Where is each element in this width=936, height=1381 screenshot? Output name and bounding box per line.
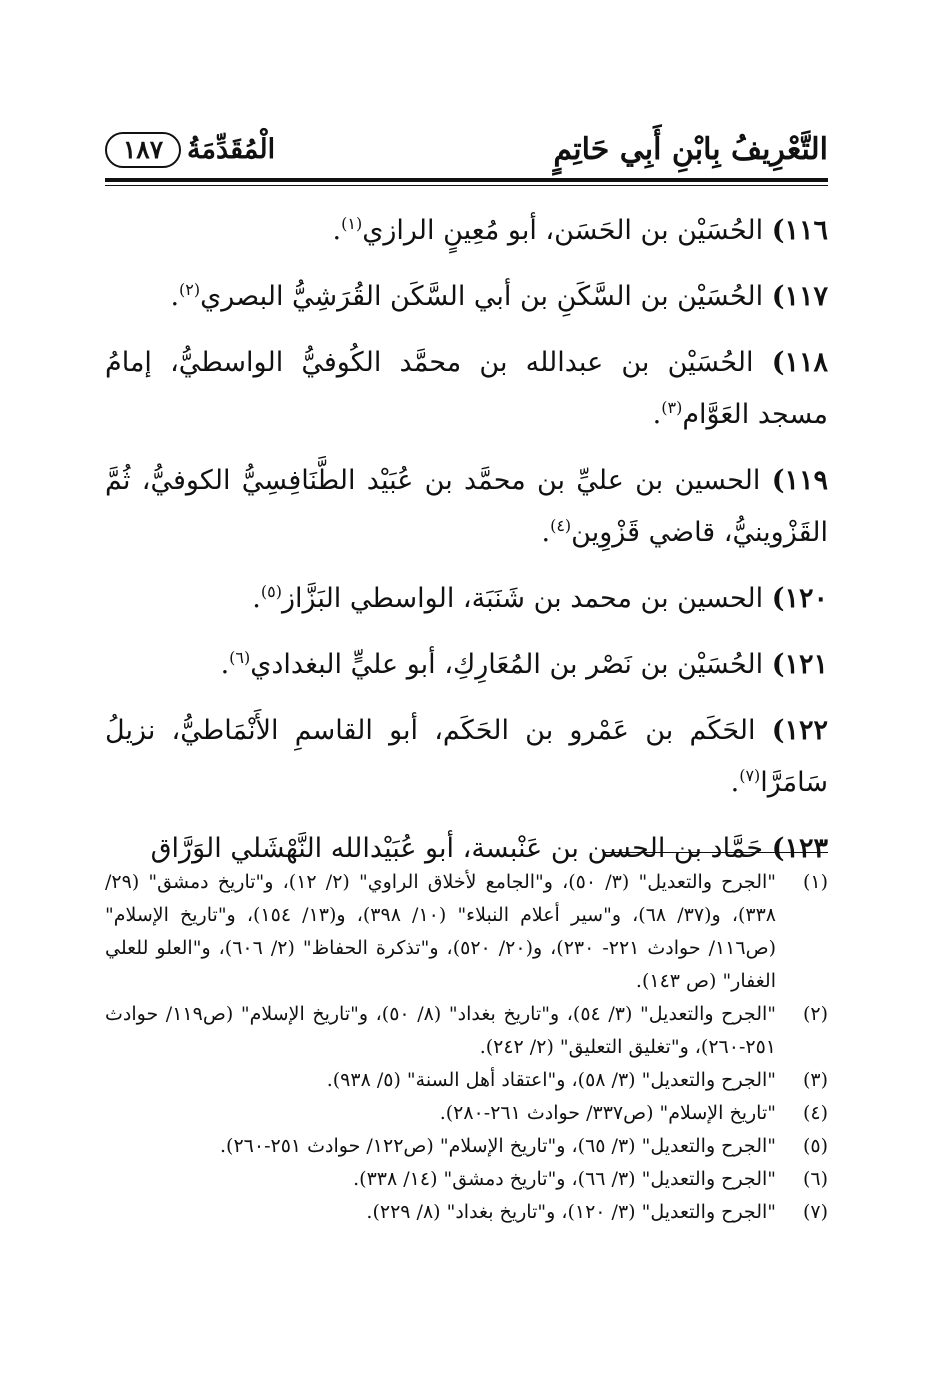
footnote-text: "الجرح والتعديل" (٣/ ٥٨)، و"اعتقاد أهل السنة" (٥/ ٩٣٨). — [326, 1069, 776, 1091]
footnote-label: (٢) — [802, 1003, 828, 1025]
footnote-text: "الجرح والتعديل" (٣/ ٥٠)، و"الجامع لأخلاق الراوي" (٢/ ١٢)، و"تاريخ دمشق" (٢٩/ ٣٣٨)، و(٣٧/ ٦٨)، و"سير أعلام النبلاء" (١٠/ ٣٩٨)، و(١٣/ ١٥٤)، و"تاريخ الإسلام" (ص١١٦/ حوادث ٢٢١- ٢٣٠)، و(٢٠/ ٥٢٠)، و"تذكرة الحفاظ" (٢/ ٦٠٦)، و"العلو للعلي الغفار" (ص ١٤٣). — [105, 871, 776, 992]
footnote-marker[interactable]: (١) — [341, 214, 363, 233]
footnote-marker[interactable]: (٤) — [550, 516, 572, 535]
entry-number: ١٢١) — [771, 649, 828, 680]
entry-116: ١١٦) الحُسَيْن بن الحَسَن، أبو مُعِينٍ الرازي$^{(١)}$. — [332, 214, 828, 246]
entry-122: ١٢٢) الحَكَم بن عَمْرو بن الحَكَم، أبو القاسمِ الأَنْمَاطيُّ، نزيلُ سَامَرَّا$^{(٧)}$. — [105, 715, 828, 798]
header-rule-thin — [105, 185, 828, 186]
entry-number: ١١٨) — [771, 347, 828, 378]
footnote-marker[interactable]: (٧) — [739, 766, 761, 785]
footnote-label: (٣) — [802, 1069, 828, 1091]
entry-119: ١١٩) الحسين بن عليِّ بن محمَّد بن عُبَيْد الطَّنَافِسِيُّ الكوفيُّ، ثُمَّ القَزْوينيُّ، قاضي قَزْوِين$^{(٤)}$. — [105, 465, 828, 548]
footnotes — [105, 866, 828, 1229]
footnote-1 — [105, 866, 828, 998]
entry-text: الحسين بن عليِّ بن محمَّد بن عُبَيْد الطَّنَافِسِيُّ الكوفيُّ، ثُمَّ القَزْوينيُّ، قاضي قَزْوِين — [105, 465, 828, 548]
entry-117: ١١٧) الحُسَيْن بن السَّكَنِ بن أبي السَّكَن القُرَشِيُّ البصري$^{(٢)}$. — [170, 280, 828, 312]
entry-text: الحسين بن محمد بن شَنَبَة، الواسطي البَزَّاز — [281, 583, 764, 614]
footnote-text: "الجرح والتعديل" (٣/ ٦٥)، و"تاريخ الإسلام" (ص١٢٢/ حوادث ٢٥١-٢٦٠). — [219, 1135, 776, 1157]
footnote-6 — [105, 1163, 828, 1196]
entry-number: ١٢٢) — [771, 715, 828, 746]
entry-text: حَمَّاد بن الحسن بن عَنْبسة، أبو عُبَيْدالله النَّهْشَلي الوَرَّاق — [150, 833, 764, 864]
footnote-marker[interactable]: (٣) — [661, 398, 683, 417]
entry-number: ١١٧) — [771, 281, 828, 312]
footnote-marker[interactable]: (٢) — [179, 280, 201, 299]
page-number-badge: ١٨٧ — [105, 132, 181, 168]
biography-entries — [105, 205, 828, 889]
entry-text: الحُسَيْن بن السَّكَنِ بن أبي السَّكَن القُرَشِيُّ البصري — [200, 281, 764, 312]
footnote-text: "تاريخ الإسلام" (ص٣٣٧/ حوادث ٢٦١-٢٨٠). — [439, 1102, 776, 1124]
footnote-4 — [105, 1097, 828, 1130]
footnote-label: (٧) — [802, 1201, 828, 1223]
footnote-separator — [603, 852, 828, 853]
entry-text: الحُسَيْن بن نَصْر بن المُعَارِكِ، أبو عليٍّ البغدادي — [250, 649, 764, 680]
entry-number: ١٢٠) — [771, 583, 828, 614]
footnote-marker[interactable]: (٦) — [229, 648, 251, 667]
footnote-label: (٤) — [802, 1102, 828, 1124]
entry-number: ١١٩) — [771, 465, 828, 496]
entry-120: ١٢٠) الحسين بن محمد بن شَنَبَة، الواسطي البَزَّاز$^{(٥)}$. — [252, 582, 828, 614]
footnote-7 — [105, 1196, 828, 1229]
footnote-text: "الجرح والتعديل" (٣/ ٥٤)، و"تاريخ بغداد" (٨/ ٥٠)، و"تاريخ الإسلام" (ص١١٩/ حوادث ٢٥١-٢٦٠)، و"تغليق التعليق" (٢/ ٢٤٢). — [105, 1003, 776, 1058]
section-title: الْمُقَدِّمَةُ — [187, 134, 276, 165]
footnote-marker[interactable]: (٥) — [260, 582, 282, 601]
entry-text: الحَكَم بن عَمْرو بن الحَكَم، أبو القاسمِ الأَنْمَاطيُّ، نزيلُ سَامَرَّا — [105, 715, 828, 798]
footnote-5 — [105, 1130, 828, 1163]
book-title: التَّعْرِيفُ بِابْنِ أَبِي حَاتِمٍ — [553, 132, 828, 167]
entry-121: ١٢١) الحُسَيْن بن نَصْر بن المُعَارِكِ، أبو عليٍّ البغدادي$^{(٦)}$. — [220, 648, 828, 680]
footnote-3 — [105, 1064, 828, 1097]
entry-number: ١٢٣) — [771, 833, 828, 864]
entry-text: الحُسَيْن بن عبدالله بن محمَّد الكُوفيُّ الواسطيُّ، إمامُ مسجد العَوَّام — [105, 347, 828, 430]
page-header — [105, 128, 828, 176]
footnote-label: (٥) — [802, 1135, 828, 1157]
entry-118: ١١٨) الحُسَيْن بن عبدالله بن محمَّد الكُوفيُّ الواسطيُّ، إمامُ مسجد العَوَّام$^{(٣)}$. — [105, 347, 828, 430]
footnote-label: (٦) — [802, 1168, 828, 1190]
entry-text: الحُسَيْن بن الحَسَن، أبو مُعِينٍ الرازي — [362, 215, 764, 246]
entry-number: ١١٦) — [771, 215, 828, 246]
footnote-2 — [105, 998, 828, 1064]
footnote-text: "الجرح والتعديل" (٣/ ١٢٠)، و"تاريخ بغداد" (٨/ ٢٢٩). — [366, 1201, 776, 1223]
footnote-text: "الجرح والتعديل" (٣/ ٦٦)، و"تاريخ دمشق" (١٤/ ٣٣٨). — [353, 1168, 776, 1190]
footnote-label: (١) — [802, 871, 828, 893]
header-rule-thick — [105, 178, 828, 182]
